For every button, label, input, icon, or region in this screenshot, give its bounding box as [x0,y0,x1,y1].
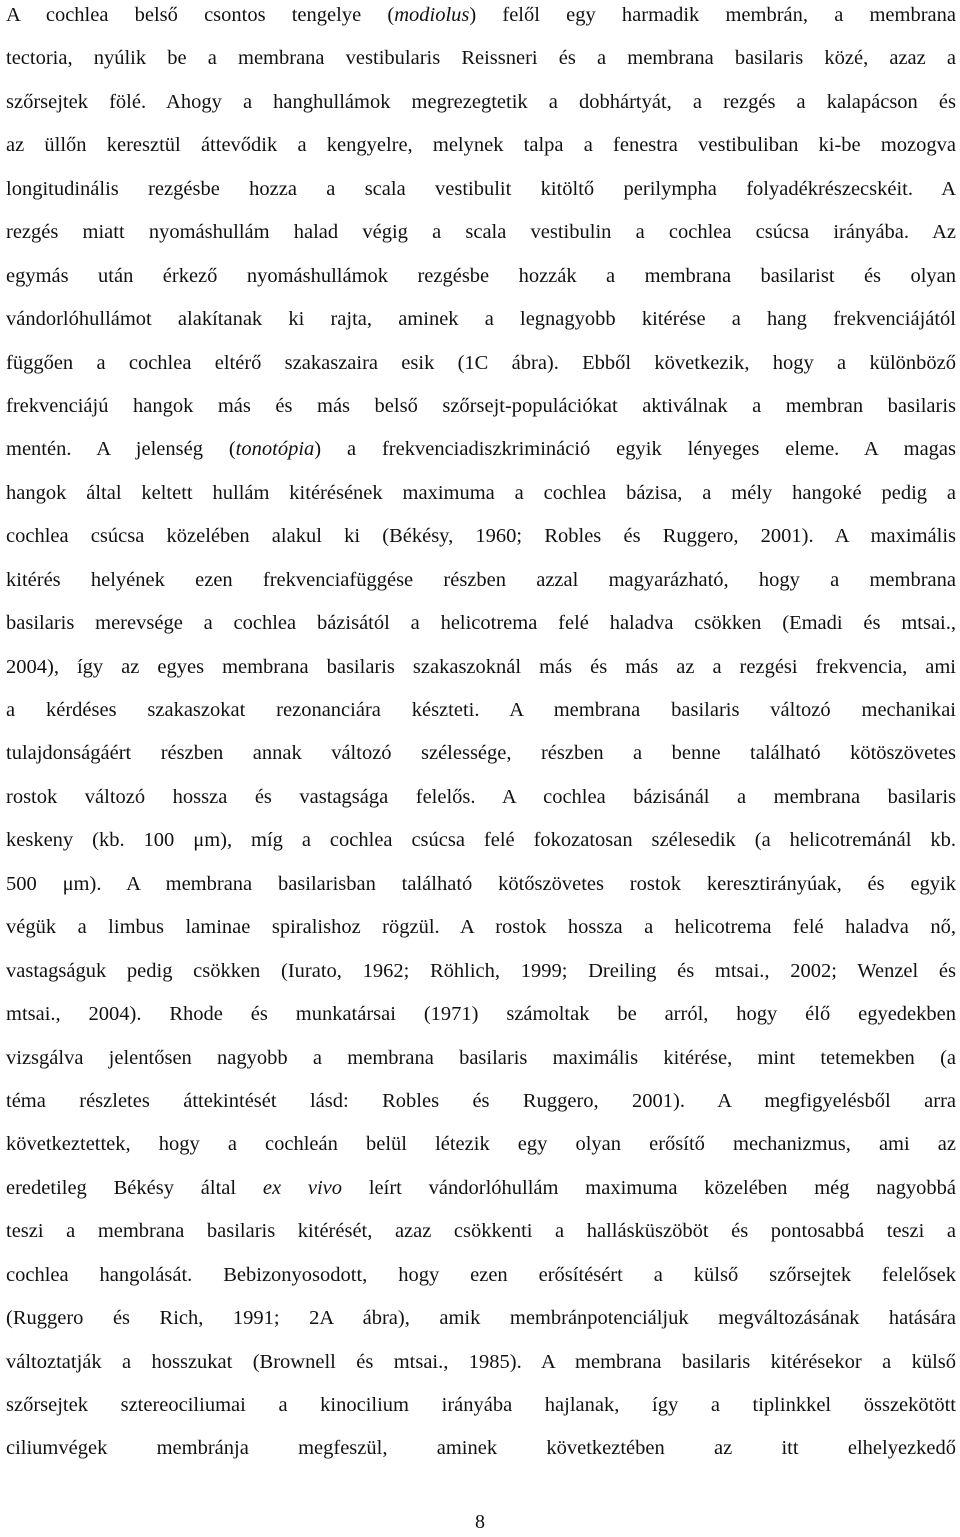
text-line: rezgés miatt nyomáshullám halad végig a scala vestibulin a cochlea csúcsa irányába. Az [6,221,956,244]
text-line: következtettek, hogy a cochleán belül létezik egy olyan erősítő mechanizmus, ami az [6,1133,956,1156]
text-line: 2004), így az egyes membrana basilaris szakaszoknál más és más az a rezgési frekvencia, ami [6,655,956,678]
body-text [6,0,956,1471]
text-line: tulajdonságáért részben annak változó szélessége, részben a benne található kötöszövetes [6,742,956,765]
text-line: függően a cochlea eltérő szakaszaira esik (1C ábra). Ebből következik, hogy a különböző [6,351,956,374]
text-line: tectoria, nyúlik be a membrana vestibularis Reissneri és a membrana basilaris közé, azaz a [6,47,956,70]
text-line: kitérés helyének ezen frekvenciafüggése részben azzal magyarázható, hogy a membrana [6,568,956,591]
text-line: eredetileg Békésy által ex vivo leírt vándorlóhullám maximuma közelében még nagyobbá [6,1176,957,1199]
text-line: egymás után érkező nyomáshullámok rezgésbe hozzák a membrana basilarist és olyan [6,264,956,287]
page-number: 8 [475,1511,485,1533]
text-line: téma részletes áttekintését lásd: Robles és Ruggero, 2001). A megfigyelésből arra [6,1089,956,1112]
text-line: rostok változó hossza és vastagsága felelős. A cochlea bázisánál a membrana basilaris [6,785,956,808]
text-line: végük a limbus laminae spiralishoz rögzül. A rostok hossza a helicotrema felé haladva nő, [6,916,956,939]
text-line: ciliumvégek membránja megfeszül, aminek következtében az itt elhelyezkedő [6,1437,956,1460]
text-line: vizsgálva jelentősen nagyobb a membrana basilaris maximális kitérése, mint tetemekben (a [6,1046,956,1069]
text-line: hangok által keltett hullám kitérésének maximuma a cochlea bázisa, a mély hangoké pedig a [6,481,956,504]
text-line: longitudinális rezgésbe hozza a scala vestibulit kitöltő perilympha folyadékrészecskéit. A [6,177,956,200]
text-line: szőrsejtek sztereociliumai a kinocilium irányába hajlanak, így a tiplinkkel összekötött [6,1394,956,1416]
text-line: cochlea csúcsa közelében alakul ki (Békésy, 1960; Robles és Ruggero, 2001). A maximális [6,525,956,548]
text-line: teszi a membrana basilaris kitérését, azaz csökkenti a hallásküszöböt és pontosabbá teszi a [6,1220,956,1243]
text-line: 500 μm). A membrana basilarisban található kötőszövetes rostok keresztirányúak, és egyik [6,872,956,895]
text-line: változtatják a hosszukat (Brownell és mtsai., 1985). A membrana basilaris kitérésekor a külső [6,1350,956,1373]
text-line: szőrsejtek fölé. Ahogy a hanghullámok megrezegtetik a dobhártyát, a rezgés a kalapácson és [6,90,956,113]
text-line: mtsai., 2004). Rhode és munkatársai (1971) számoltak be arról, hogy élő egyedekben [6,1003,956,1026]
text-line: cochlea hangolását. Bebizonyosodott, hogy ezen erősítésért a külső szőrsejtek felelősek [6,1263,956,1286]
text-line: frekvenciájú hangok más és más belső szőrsejt-populációkat aktiválnak a membran basilaris [6,394,956,417]
text-line: A cochlea belső csontos tengelye (modiolus) felől egy harmadik membrán, a membrana [6,4,956,26]
text-line: mentén. A jelenség (tonotópia) a frekvenciadiszkrimináció egyik lényeges eleme. A magas [6,438,956,461]
text-line: keskeny (kb. 100 μm), míg a cochlea csúcsa felé fokozatosan szélesedik (a helicotremánál kb. [6,829,956,852]
text-line: az üllőn keresztül áttevődik a kengyelre, melynek talpa a fenestra vestibuliban ki-be mozogva [6,134,956,157]
text-line: (Ruggero és Rich, 1991; 2A ábra), amik membránpotenciáljuk megváltozásának hatására [6,1307,956,1330]
text-line: vastagságuk pedig csökken (Iurato, 1962; Röhlich, 1999; Dreiling és mtsai., 2002; Wenzel és [6,959,956,982]
text-line: a kérdéses szakaszokat rezonanciára készteti. A membrana basilaris változó mechanikai [6,699,956,721]
text-line: basilaris merevsége a cochlea bázisától a helicotrema felé haladva csökken (Emadi és mtsai., [6,612,956,635]
text-line: vándorlóhullámot alakítanak ki rajta, aminek a legnagyobb kitérése a hang frekvenciájától [6,308,956,331]
